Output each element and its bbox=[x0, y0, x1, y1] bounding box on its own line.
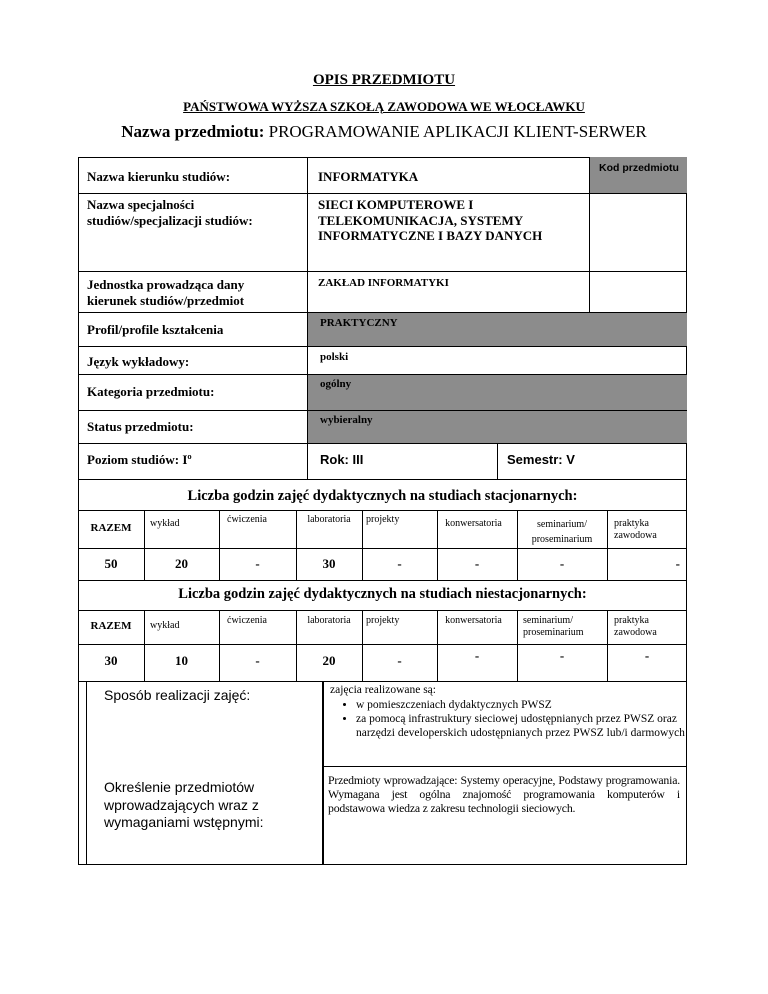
st-header-razem: RAZEM bbox=[90, 522, 132, 534]
st-header-wyklad: wykład bbox=[150, 518, 180, 529]
nst-header-razem: RAZEM bbox=[90, 620, 132, 632]
jednostka-label: Jednostka prowadząca dany kierunek studiów/przedmiot bbox=[87, 277, 245, 308]
st-value-konwersatoria: - bbox=[474, 556, 480, 571]
nst-header-wyklad: wykład bbox=[150, 620, 180, 631]
st-header-laboratoria: laboratoria bbox=[307, 514, 351, 525]
kierunek-label: Nazwa kierunku studiów: bbox=[87, 169, 231, 184]
column-divider bbox=[144, 610, 145, 681]
status-value: wybieralny bbox=[320, 414, 373, 426]
list-item: • w pomieszczeniach dydaktycznych PWSZ bbox=[356, 699, 696, 713]
st-value-cwiczenia: - bbox=[255, 556, 260, 571]
nst-header-projekty: projekty bbox=[366, 615, 400, 626]
kod-label: Kod przedmiotu bbox=[599, 162, 679, 174]
column-divider bbox=[362, 610, 363, 681]
kierunek-value: INFORMATYKA bbox=[318, 169, 419, 184]
nst-value-konwersatoria: - bbox=[474, 648, 480, 663]
nst-header-praktyka: praktyka zawodowa bbox=[614, 615, 657, 638]
nst-header-cwiczenia: ćwiczenia bbox=[227, 615, 267, 626]
subject-heading: Nazwa przedmiotu: PROGRAMOWANIE APLIKACJI KLIENT-SERWER bbox=[121, 122, 647, 141]
nst-header-konwersatoria: konwersatoria bbox=[445, 615, 502, 626]
st-value-razem: 50 bbox=[104, 556, 118, 571]
nst-value-projekty: - bbox=[397, 653, 402, 668]
st-value-seminarium: - bbox=[559, 556, 565, 571]
realizacja-label: Sposób realizacji zajęć: bbox=[104, 687, 251, 703]
nst-value-razem: 30 bbox=[104, 653, 118, 668]
specjalnosc-value: SIECI KOMPUTEROWE I TELEKOMUNIKACJA, SYSTEMY INFORMATYCZNE I BAZY DANYCH bbox=[318, 197, 543, 244]
stacjonarne-title: Liczba godzin zajęć dydaktycznych na studiach stacjonarnych: bbox=[187, 488, 578, 504]
kategoria-label: Kategoria przedmiotu: bbox=[87, 384, 215, 399]
nst-header-laboratoria: laboratoria bbox=[307, 615, 351, 626]
kategoria-value: ogólny bbox=[320, 378, 352, 390]
school-name: PAŃSTWOWA WYŻSZA SZKOŁĄ ZAWODOWA WE WŁOCŁAWKU bbox=[183, 99, 585, 114]
semestr-label: Semestr: V bbox=[507, 452, 575, 467]
wymagania-text: Przedmioty wprowadzające: Systemy operacyjne, Podstawy programowania. Wymagana jest ogólna znajomość programowania komputerów i podstawowa wiedza z zakresu technologii sieciowych. bbox=[328, 773, 680, 816]
nst-value-wyklad: 10 bbox=[175, 653, 188, 668]
jezyk-value: polski bbox=[320, 351, 349, 363]
kategoria-value-bg bbox=[307, 374, 687, 410]
list-item: • za pomocą infrastruktury sieciowej udostępnianych przez PWSZ oraz narzędzi developerskich udostępnianych przez PWSZ lub/i darmowych bbox=[356, 713, 696, 741]
jednostka-value: ZAKŁAD INFORMATYKI bbox=[318, 277, 449, 289]
st-header-praktyka: praktyka zawodowa bbox=[614, 518, 657, 541]
niestacjonarne-title: Liczba godzin zajęć dydaktycznych na studiach niestacjonarnych: bbox=[178, 586, 587, 602]
st-value-praktyka: - bbox=[675, 556, 680, 571]
nst-header-seminarium: seminarium/ proseminarium bbox=[523, 615, 584, 638]
jezyk-label: Język wykładowy: bbox=[87, 354, 190, 369]
subject-label: Nazwa przedmiotu bbox=[121, 122, 259, 141]
nst-value-laboratoria: 20 bbox=[322, 653, 336, 668]
wymagania-label: Określenie przedmiotów wprowadzających wraz z wymaganiami wstępnymi: bbox=[104, 779, 264, 830]
status-label: Status przedmiotu: bbox=[87, 419, 194, 434]
realizacja-intro: zajęcia realizowane są: bbox=[330, 684, 436, 696]
st-header-cwiczenia: ćwiczenia bbox=[227, 514, 267, 525]
st-header-seminarium: seminarium/ proseminarium bbox=[531, 519, 593, 545]
st-value-laboratoria: 30 bbox=[322, 556, 336, 571]
nst-value-cwiczenia: - bbox=[255, 653, 260, 668]
profil-value: PRAKTYCZNY bbox=[320, 317, 398, 329]
poziom-label: Poziom studiów: Iº bbox=[87, 452, 192, 467]
left-inner-box bbox=[86, 681, 323, 865]
specjalnosc-label: Nazwa specjalności studiów/specjalizacji studiów: bbox=[87, 197, 253, 228]
st-value-projekty: - bbox=[397, 556, 402, 571]
nst-value-seminarium: - bbox=[559, 648, 565, 663]
document-title: OPIS PRZEDMIOTU bbox=[312, 72, 456, 88]
st-header-konwersatoria: konwersatoria bbox=[445, 518, 502, 529]
st-value-wyklad: 20 bbox=[175, 556, 188, 571]
nst-value-praktyka: - bbox=[644, 648, 650, 663]
profil-label: Profil/profile kształcenia bbox=[87, 322, 224, 337]
realizacja-list bbox=[332, 699, 696, 740]
st-header-projekty: projekty bbox=[366, 514, 400, 525]
rok-label: Rok: III bbox=[320, 452, 364, 467]
subject-value: PROGRAMOWANIE APLIKACJI KLIENT-SERWER bbox=[268, 122, 647, 141]
